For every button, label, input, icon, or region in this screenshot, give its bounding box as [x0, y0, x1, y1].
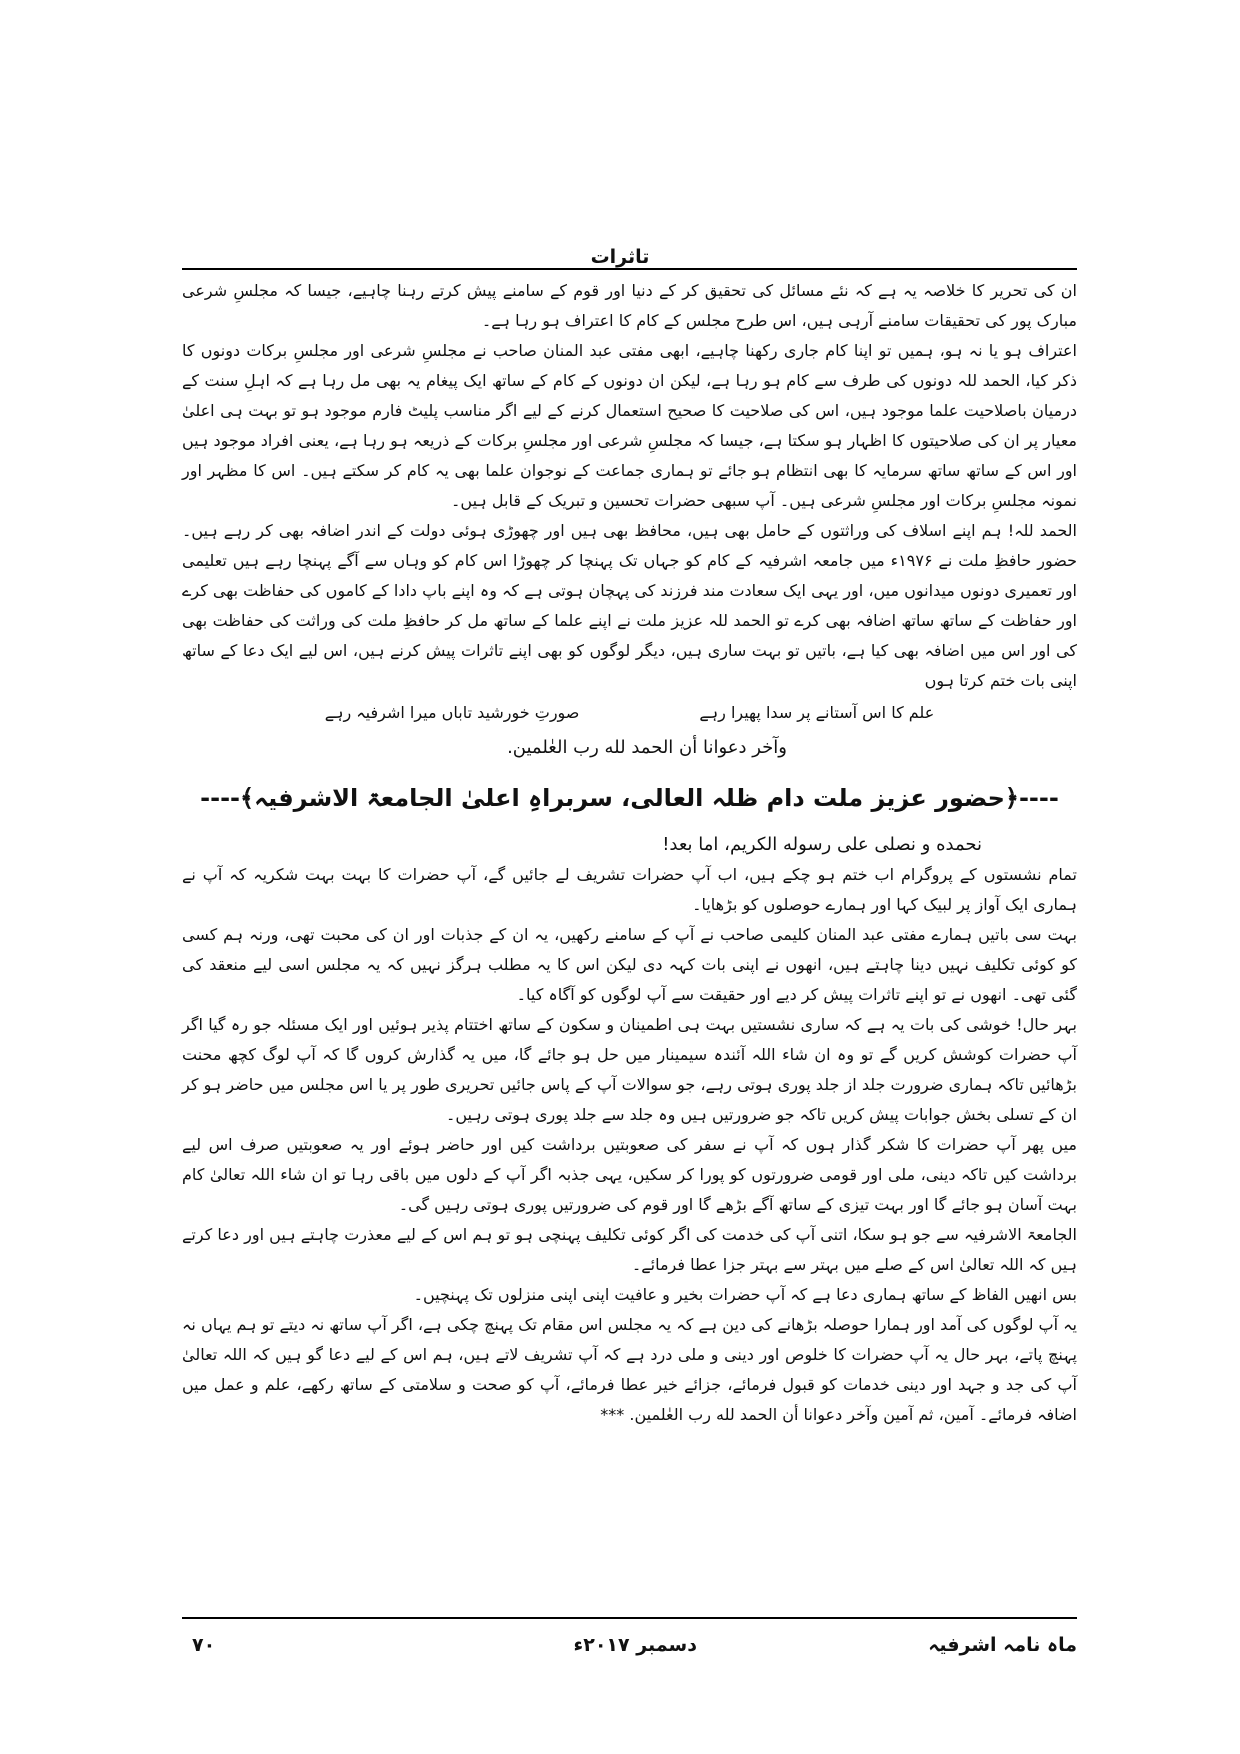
closing-dua: وآخر دعوانا أن الحمد لله رب العٰلمين.: [507, 737, 787, 758]
page-footer: [182, 1634, 1077, 1664]
section-heading: ----﴿حضور عزیز ملت دام ظلہ العالی، سربراہِ اعلیٰ الجامعۃ الاشرفیہ﴾----: [200, 784, 1059, 812]
paragraph: الحمد للہ! ہم اپنے اسلاف کی وراثتوں کے حامل بھی ہیں، محافظ بھی ہیں اور چھوڑی ہوئی دولت کے اندر اضافہ بھی کر رہے ہیں۔ حضور حافظِ ملت نے ۱۹۷۶ء میں جامعہ اشرفیہ کے کام کو جہاں تک پہنچا کر چھوڑا اس کام کو وہاں سے آگے پہنچا رہے ہیں تعلیمی اور تعمیری دونوں میدانوں میں، اور یہی ایک سعادت مند فرزند کی پہچان ہوتی ہے کہ وہ اپنے باپ دادا کے کاموں کی حفاظت بھی کرے اور حفاظت کے ساتھ ساتھ اضافہ بھی کرے تو الحمد للہ عزیز ملت نے اپنے علما کے ساتھ مل کر حافظِ ملت کی وراثت کی حفاظت بھی کی اور اس میں اضافہ بھی کیا ہے، باتیں تو بہت ساری ہیں، دیگر لوگوں کو بھی اپنے تاثرات پیش کرنے ہیں، اس لیے ایک دعا کے ساتھ اپنی بات ختم کرتا ہوں: [182, 521, 1078, 690]
paragraph: بہر حال! خوشی کی بات یہ ہے کہ ساری نشستیں بہت ہی اطمینان و سکون کے ساتھ اختتام پذیر ہوئیں اور ایک مسئلہ جو رہ گیا اگر آپ حضرات کوشش کریں گے تو وہ ان شاء اللہ آئندہ سیمینار میں حل ہو جائے گا، میں یہ گذارش کروں گا کہ آپ لوگ کچھ محنت بڑھائیں تاکہ ہماری ضرورت جلد از جلد پوری ہوتی رہے، جو سوالات آپ کے پاس جائیں تحریری طور پر یا اس مجلس میں حاضر ہو کر ان کے تسلی بخش جوابات پیش کریں تاکہ جو ضرورتیں ہیں وہ جلد سے جلد پوری ہوتی رہیں۔: [182, 1015, 1077, 1124]
page-header-title: تاثرات: [590, 246, 650, 268]
article-body: [182, 276, 1077, 1430]
paragraph: اعتراف ہو یا نہ ہو، ہمیں تو اپنا کام جاری رکھنا چاہیے، ابھی مفتی عبد المنان صاحب نے مجلسِ شرعی اور مجلسِ برکات دونوں کا ذکر کیا، الحمد للہ دونوں کی طرف سے کام ہو رہا ہے، لیکن ان دونوں کے کام کے ساتھ ایک پیغام یہ بھی مل رہا ہے کہ اہلِ سنت کے درمیان باصلاحیت علما موجود ہیں، اس کی صلاحیت کا صحیح استعمال کرنے کے لیے اگر مناسب پلیٹ فارم موجود ہو تو بہت ہی اعلیٰ معیار پر ان کی صلاحیتوں کا اظہار ہو سکتا ہے، جیسا کہ مجلسِ شرعی اور مجلسِ برکات کے ذریعہ ہو رہا ہے، یعنی افراد موجود ہیں اور اس کے ساتھ ساتھ سرمایہ کا بھی انتظام ہو جائے تو ہماری جماعت کے نوجوان علما بھی یہ کام کر سکتے ہیں۔ اس کا مظہر اور نمونہ مجلسِ برکات اور مجلسِ شرعی ہیں۔ آپ سبھی حضرات تحسین و تبریک کے قابل ہیں۔: [182, 341, 1077, 510]
footer-date: دسمبر ۲۰۱۷ء: [573, 1634, 697, 1656]
paragraph: یہ آپ لوگوں کی آمد اور ہمارا حوصلہ بڑھانے کی دین ہے کہ یہ مجلس اس مقام تک پہنچ چکی ہے، اگر آپ ساتھ نہ دیتے تو ہم یہاں نہ پہنچ پاتے، بہر حال یہ آپ حضرات کا خلوص اور دینی و ملی درد ہے کہ آپ تشریف لاتے ہیں، ہم اس کے لیے دعا گو ہیں کہ اللہ تعالیٰ آپ کی جد و جہد اور دینی خدمات کو قبول فرمائے، جزائے خیر عطا فرمائے، آپ کو صحت و سلامتی کے ساتھ رکھے، علم و عمل میں اضافہ فرمائے۔ آمین، ثم آمین وآخر دعوانا أن الحمد لله رب العٰلمين. ***: [182, 1315, 1077, 1424]
page-number: ۷۰: [192, 1634, 216, 1656]
footer-journal-name: ماہ نامہ اشرفیہ: [928, 1634, 1077, 1656]
paragraph: ان کی تحریر کا خلاصہ یہ ہے کہ نئے مسائل کی تحقیق کر کے دنیا اور قوم کے سامنے پیش کرتے رہنا چاہیے، جیسا کہ مجلسِ شرعی مبارک پور کی تحقیقات سامنے آرہی ہیں، اس طرح مجلس کے کام کا اعتراف ہو رہا ہے۔: [182, 281, 1077, 330]
paragraph: میں پھر آپ حضرات کا شکر گذار ہوں کہ آپ نے سفر کی صعوبتیں برداشت کیں اور حاضر ہوئے اور یہ صعوبتیں صرف اس لیے برداشت کیں تاکہ دینی، ملی اور قومی ضرورتوں کو پورا کر سکیں، یہی جذبہ اگر آپ کے دلوں میں باقی رہا تو ان شاء اللہ تعالیٰ کام بہت آسان ہو جائے گا اور بہت تیزی کے ساتھ آگے بڑھے گا اور قوم کی ضرورتیں پوری ہوتی رہیں گی۔: [182, 1135, 1077, 1214]
paragraph: بس انھیں الفاظ کے ساتھ ہماری دعا ہے کہ آپ حضرات بخیر و عافیت اپنی اپنی منزلوں تک پہنچیں۔: [413, 1285, 1077, 1304]
paragraph: بہت سی باتیں ہمارے مفتی عبد المنان کلیمی صاحب نے آپ کے سامنے رکھیں، یہ ان کے جذبات اور ان کی محبت تھی، ورنہ ہم کسی کو کوئی تکلیف نہیں دینا چاہتے ہیں، انھوں نے اپنی بات کہہ دی لیکن اس کا یہ مطلب ہرگز نہیں کہ یہ مجلس اسی لیے منعقد کی گئی تھی۔ انھوں نے تو اپنے تاثرات پیش کر دیے اور حقیقت سے آپ لوگوں کو آگاہ کیا۔: [182, 925, 1077, 1004]
footer-divider: [182, 1617, 1077, 1619]
header-divider: [182, 268, 1077, 270]
poetry-couplet: [182, 698, 1077, 728]
paragraph: الجامعۃ الاشرفیہ سے جو ہو سکا، اتنی آپ کی خدمت کی اگر کوئی تکلیف پہنچی ہو تو ہم اس کے لیے معذرت چاہتے ہیں اور دعا کرتے ہیں کہ اللہ تعالیٰ اس کے صلے میں بہتر سے بہتر جزا عطا فرمائے۔: [182, 1225, 1077, 1274]
couplet-line-2: صورتِ خورشید تاباں میرا اشرفیہ رہے: [324, 703, 580, 722]
couplet-line-1: علم کا اس آستانے پر سدا پھیرا رہے: [699, 703, 935, 722]
paragraph: تمام نشستوں کے پروگرام اب ختم ہو چکے ہیں، اب آپ حضرات تشریف لے جائیں گے، آپ حضرات کا بہت بہت شکریہ کہ آپ نے ہماری ایک آواز پر لبیک کہا اور ہمارے حوصلوں کو بڑھایا۔: [182, 865, 1077, 914]
opening-khutba: نحمده و نصلى على رسوله الكريم، اما بعد!: [662, 834, 982, 855]
